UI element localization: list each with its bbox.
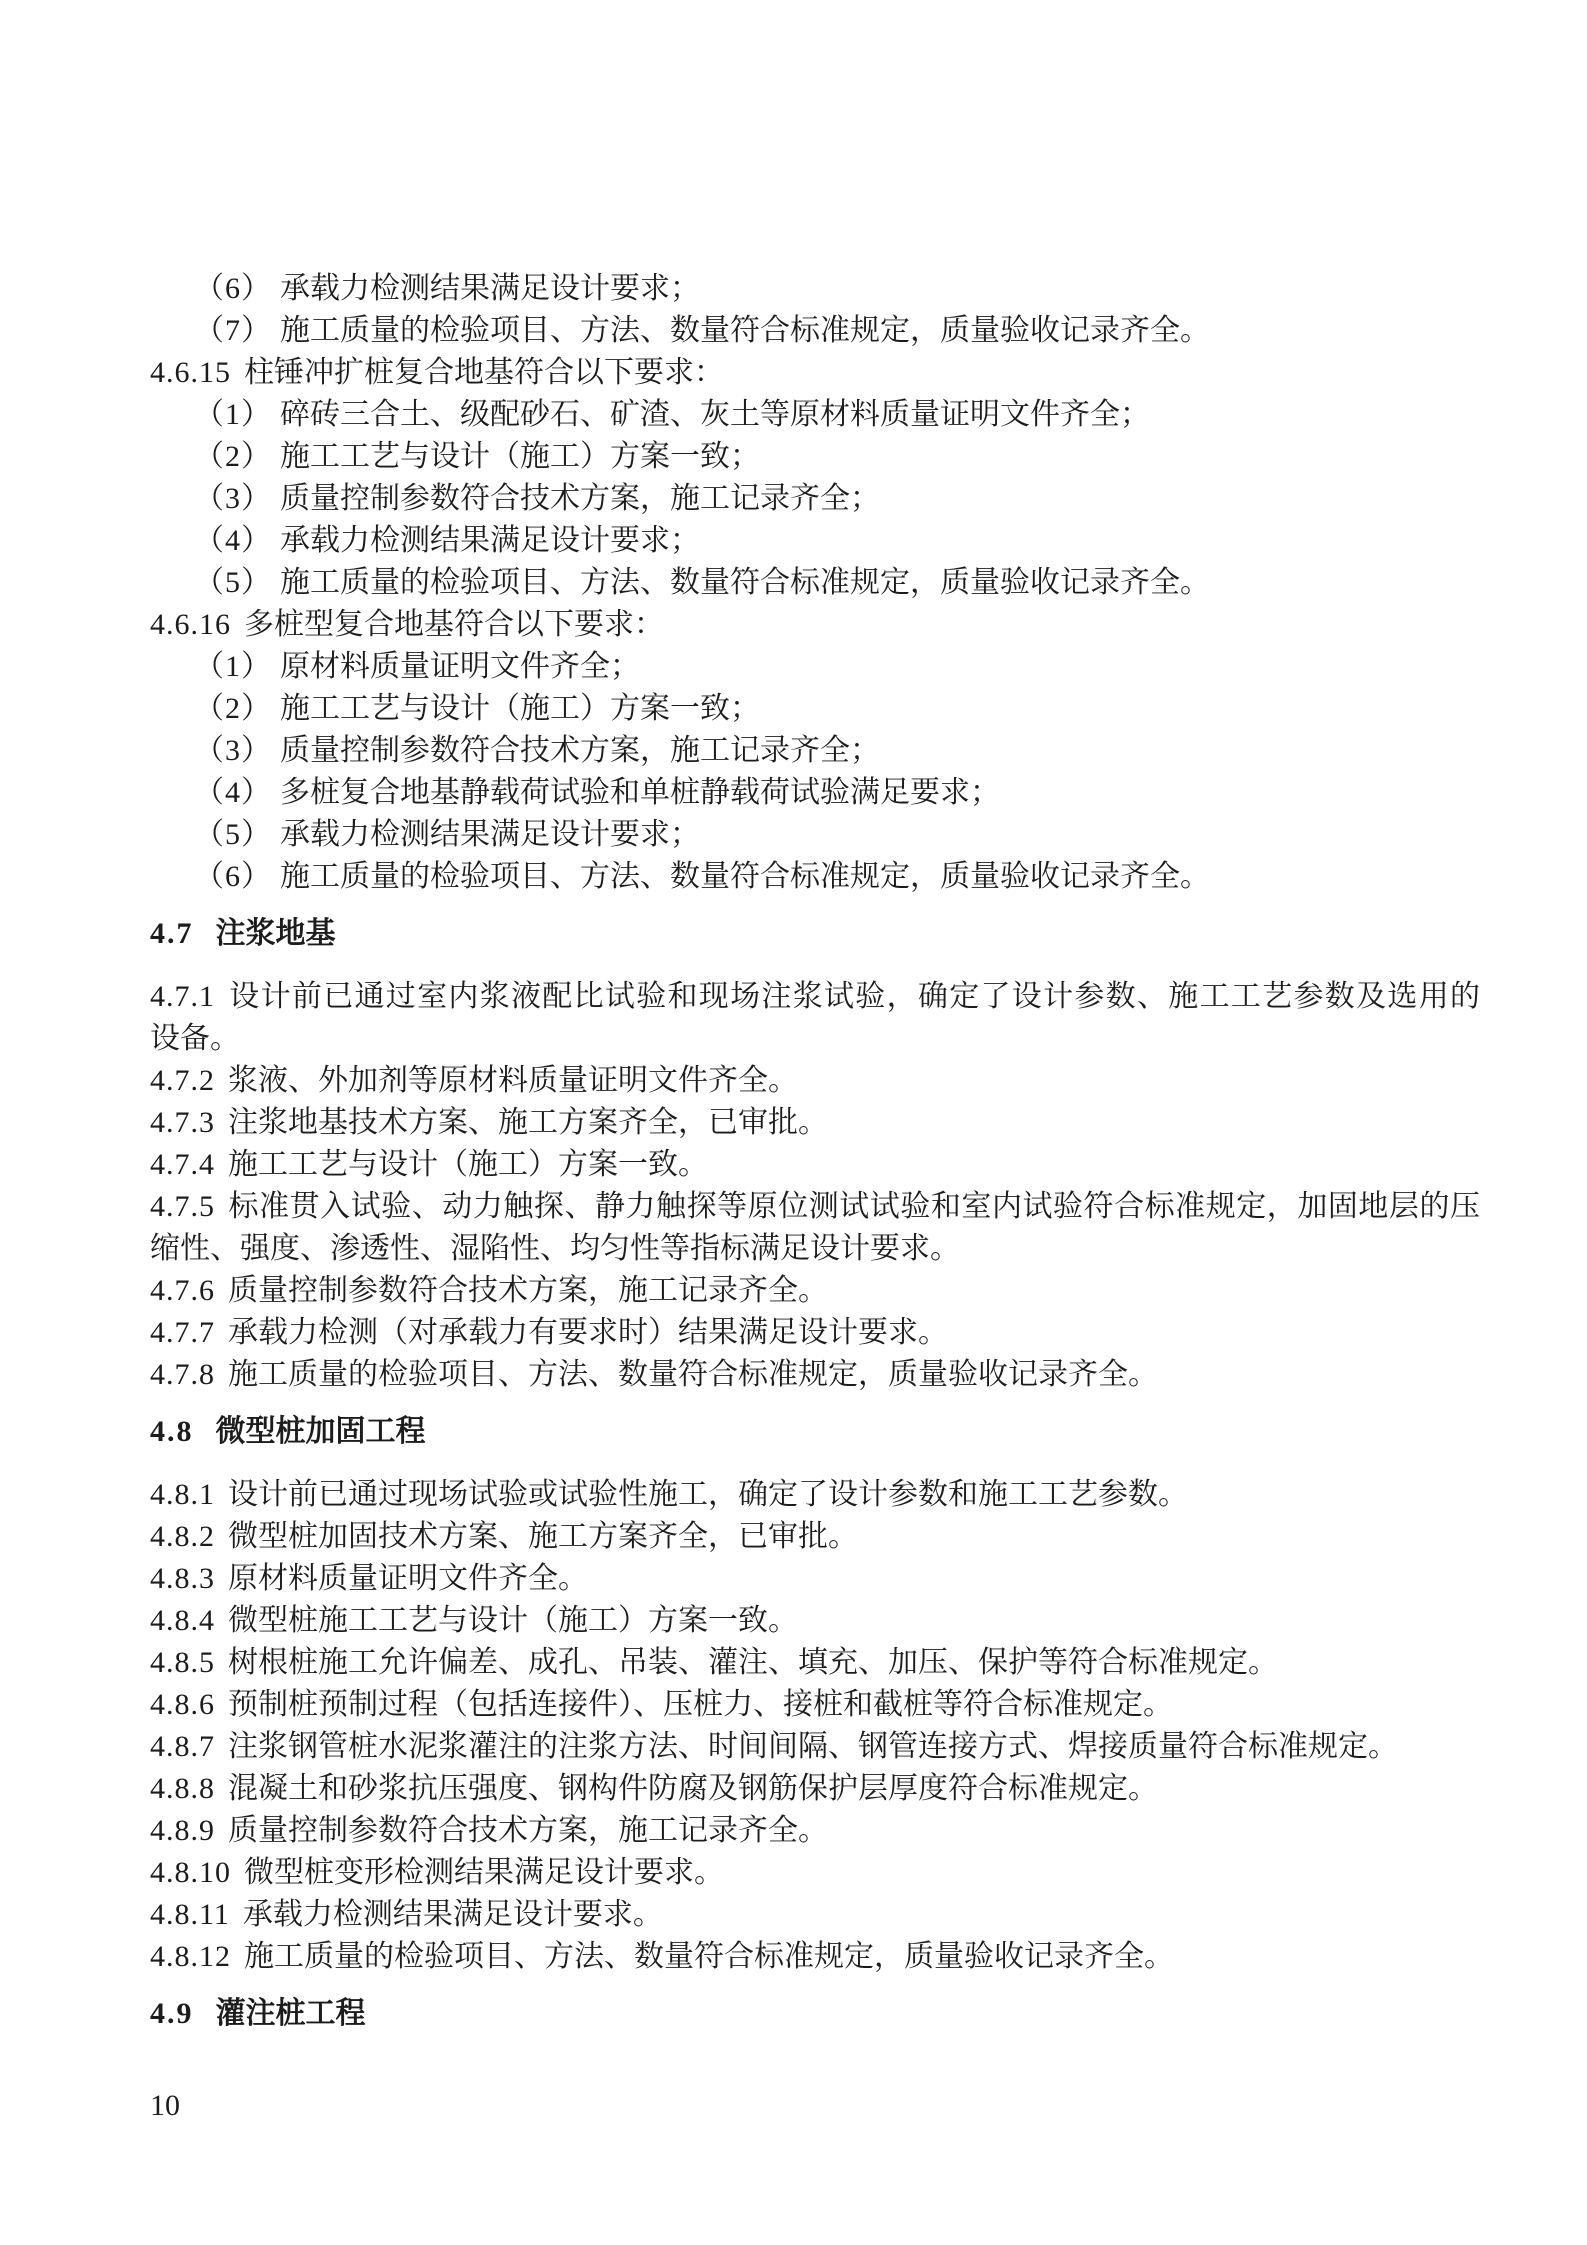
clause-text: 承载力检测结果满足设计要求。 [242, 1898, 663, 1931]
clause [150, 1312, 1480, 1354]
clause-line: 设备。 [150, 1022, 240, 1055]
clause-text: 微型桩加固技术方案、施工方案齐全，已审批。 [228, 1520, 858, 1553]
clause-number: 4.7.7 [150, 1316, 215, 1349]
clause-number: 4.8.11 [150, 1898, 230, 1931]
clause-text: 标准贯入试验、动力触探、静力触探等原位测试试验和室内试验符合标准规定，加固地层的压 [228, 1190, 1480, 1223]
clause-line [150, 1354, 1480, 1396]
clause [150, 976, 1480, 1060]
item-number: （1） [194, 650, 272, 683]
section-heading [150, 1411, 1480, 1453]
item-text: 施工工艺与设计（施工）方案一致； [280, 692, 760, 725]
list-item [150, 268, 1480, 310]
clause-number: 4.6.16 [150, 608, 231, 641]
clause-line [150, 1852, 1480, 1894]
clause-line [150, 1936, 1480, 1978]
heading-number: 4.8 [150, 1415, 194, 1448]
item-number: （6） [194, 860, 272, 893]
item-number: （3） [194, 482, 272, 515]
item-text: 施工工艺与设计（施工）方案一致； [280, 440, 760, 473]
item-number: （1） [194, 398, 272, 431]
item-line [150, 394, 1480, 436]
item-text: 多桩复合地基静载荷试验和单桩静载荷试验满足要求； [280, 776, 1000, 809]
heading-line [150, 913, 1480, 955]
clause-number: 4.8.10 [150, 1856, 231, 1889]
clause-text: 混凝土和砂浆抗压强度、钢构件防腐及钢筋保护层厚度符合标准规定。 [228, 1772, 1158, 1805]
item-number: （7） [194, 314, 272, 347]
clause-line [150, 1600, 1480, 1642]
clause-number: 4.8.6 [150, 1688, 215, 1721]
heading-text: 灌注桩工程 [215, 1997, 366, 2030]
list-item [150, 814, 1480, 856]
section-heading [150, 913, 1480, 955]
list-item [150, 310, 1480, 352]
item-text: 碎砖三合土、级配砂石、矿渣、灰土等原材料质量证明文件齐全； [280, 398, 1150, 431]
clause-text: 承载力检测（对承载力有要求时）结果满足设计要求。 [228, 1316, 948, 1349]
clause-text: 质量控制参数符合技术方案，施工记录齐全。 [228, 1814, 828, 1847]
item-line [150, 646, 1480, 688]
item-number: （4） [194, 776, 272, 809]
clause-text: 原材料质量证明文件齐全。 [228, 1562, 588, 1595]
clause-number: 4.8.12 [150, 1940, 231, 1973]
item-number: （2） [194, 440, 272, 473]
clause-line [150, 1810, 1480, 1852]
clause-line [150, 1894, 1480, 1936]
clause [150, 1102, 1480, 1144]
item-number: （2） [194, 692, 272, 725]
clause-text: 设计前已通过室内浆液配比试验和现场注浆试验，确定了设计参数、施工工艺参数及选用的 [228, 980, 1480, 1013]
clause-number: 4.7.5 [150, 1190, 215, 1223]
clause-text: 浆液、外加剂等原材料质量证明文件齐全。 [228, 1064, 798, 1097]
item-line [150, 562, 1480, 604]
clause-text: 微型桩施工工艺与设计（施工）方案一致。 [228, 1604, 798, 1637]
item-line [150, 478, 1480, 520]
clause-number: 4.7.6 [150, 1274, 215, 1307]
clause-line [150, 1558, 1480, 1600]
clause-number: 4.7.8 [150, 1358, 215, 1391]
list-item [150, 436, 1480, 478]
item-number: （5） [194, 566, 272, 599]
section-heading [150, 1993, 1480, 2035]
item-line [150, 856, 1480, 898]
clause-text: 施工质量的检验项目、方法、数量符合标准规定，质量验收记录齐全。 [244, 1940, 1174, 1973]
item-number: （5） [194, 818, 272, 851]
list-item [150, 562, 1480, 604]
clause [150, 1558, 1480, 1600]
clause [150, 1852, 1480, 1894]
clause-text: 注浆地基技术方案、施工方案齐全，已审批。 [228, 1106, 828, 1139]
heading-number: 4.9 [150, 1997, 194, 2030]
item-text: 质量控制参数符合技术方案，施工记录齐全； [280, 734, 880, 767]
clause [150, 1474, 1480, 1516]
item-text: 质量控制参数符合技术方案，施工记录齐全； [280, 482, 880, 515]
clause-line [150, 352, 1480, 394]
item-text: 施工质量的检验项目、方法、数量符合标准规定，质量验收记录齐全。 [280, 860, 1210, 893]
clause-text: 微型桩变形检测结果满足设计要求。 [244, 1856, 724, 1889]
clause-number: 4.8.4 [150, 1604, 215, 1637]
clause-text: 设计前已通过现场试验或试验性施工，确定了设计参数和施工工艺参数。 [228, 1478, 1188, 1511]
clause-line [150, 1768, 1480, 1810]
clause-number: 4.7.3 [150, 1106, 215, 1139]
clause [150, 352, 1480, 394]
clause-number: 4.8.1 [150, 1478, 215, 1511]
clause [150, 1768, 1480, 1810]
item-line [150, 268, 1480, 310]
clause [150, 1726, 1480, 1768]
clause-line [150, 1102, 1480, 1144]
item-text: 原材料质量证明文件齐全； [280, 650, 640, 683]
clause-text: 质量控制参数符合技术方案，施工记录齐全。 [228, 1274, 828, 1307]
list-item [150, 394, 1480, 436]
clause [150, 1354, 1480, 1396]
item-text: 施工质量的检验项目、方法、数量符合标准规定，质量验收记录齐全。 [280, 314, 1210, 347]
item-number: （4） [194, 524, 272, 557]
item-line [150, 436, 1480, 478]
document-body [150, 268, 1480, 2056]
heading-line [150, 1411, 1480, 1453]
item-text: 承载力检测结果满足设计要求； [280, 272, 700, 305]
clause [150, 1810, 1480, 1852]
item-number: （3） [194, 734, 272, 767]
list-item [150, 772, 1480, 814]
item-text: 承载力检测结果满足设计要求； [280, 818, 700, 851]
clause [150, 1060, 1480, 1102]
clause-line [150, 1060, 1480, 1102]
clause-number: 4.8.7 [150, 1730, 215, 1763]
heading-number: 4.7 [150, 917, 194, 950]
item-number: （6） [194, 272, 272, 305]
clause-line [150, 1726, 1480, 1768]
clause [150, 1642, 1480, 1684]
clause-line [150, 604, 1480, 646]
clause-line [150, 1270, 1480, 1312]
clause-number: 4.7.4 [150, 1148, 215, 1181]
clause-text: 施工质量的检验项目、方法、数量符合标准规定，质量验收记录齐全。 [228, 1358, 1158, 1391]
clause [150, 1894, 1480, 1936]
item-text: 承载力检测结果满足设计要求； [280, 524, 700, 557]
item-line [150, 730, 1480, 772]
heading-text: 注浆地基 [215, 917, 336, 950]
item-line [150, 520, 1480, 562]
clause [150, 1684, 1480, 1726]
list-item [150, 478, 1480, 520]
clause-line [150, 1312, 1480, 1354]
item-line [150, 310, 1480, 352]
clause [150, 1936, 1480, 1978]
clause-text: 预制桩预制过程（包括连接件）、压桩力、接桩和截桩等符合标准规定。 [228, 1688, 1173, 1721]
clause-number: 4.8.8 [150, 1772, 215, 1805]
clause-number: 4.6.15 [150, 356, 231, 389]
list-item [150, 646, 1480, 688]
list-item [150, 688, 1480, 730]
clause-number: 4.7.1 [150, 980, 215, 1013]
clause-text: 柱锤冲扩桩复合地基符合以下要求： [244, 356, 724, 389]
page-number: 10 [150, 2089, 180, 2122]
clause-line [150, 1186, 1480, 1228]
item-line [150, 688, 1480, 730]
clause-line [150, 1516, 1480, 1558]
clause-line: 缩性、强度、渗透性、湿陷性、均匀性等指标满足设计要求。 [150, 1232, 960, 1265]
item-text: 施工质量的检验项目、方法、数量符合标准规定，质量验收记录齐全。 [280, 566, 1210, 599]
clause [150, 1144, 1480, 1186]
clause-text: 注浆钢管桩水泥浆灌注的注浆方法、时间间隔、钢管连接方式、焊接质量符合标准规定。 [228, 1730, 1398, 1763]
heading-text: 微型桩加固工程 [215, 1415, 426, 1448]
clause [150, 604, 1480, 646]
clause-line [150, 1684, 1480, 1726]
clause-number: 4.8.9 [150, 1814, 215, 1847]
clause-number: 4.7.2 [150, 1064, 215, 1097]
clause [150, 1516, 1480, 1558]
item-line [150, 814, 1480, 856]
heading-line [150, 1993, 1480, 2035]
list-item [150, 730, 1480, 772]
clause [150, 1186, 1480, 1270]
item-line [150, 772, 1480, 814]
clause-line [150, 1144, 1480, 1186]
clause [150, 1270, 1480, 1312]
list-item [150, 520, 1480, 562]
clause-line [150, 1642, 1480, 1684]
clause-line [150, 976, 1480, 1018]
clause-number: 4.8.5 [150, 1646, 215, 1679]
list-item [150, 856, 1480, 898]
clause-line [150, 1474, 1480, 1516]
clause-number: 4.8.3 [150, 1562, 215, 1595]
clause-text: 树根桩施工允许偏差、成孔、吊装、灌注、填充、加压、保护等符合标准规定。 [228, 1646, 1278, 1679]
clause-number: 4.8.2 [150, 1520, 215, 1553]
clause-text: 施工工艺与设计（施工）方案一致。 [228, 1148, 708, 1181]
clause-text: 多桩型复合地基符合以下要求： [244, 608, 664, 641]
clause [150, 1600, 1480, 1642]
